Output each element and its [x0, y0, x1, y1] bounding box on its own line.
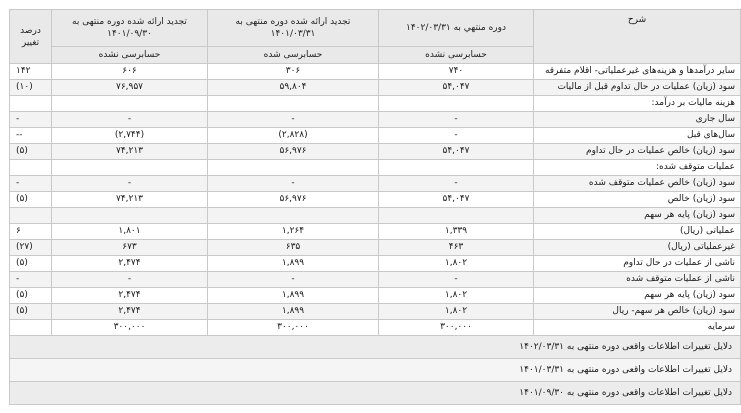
row-value-1401-09-30 — [52, 208, 208, 224]
change-reasons-row — [10, 382, 741, 405]
row-label: ناشی از عملیات متوقف شده — [534, 272, 741, 288]
change-reasons-label: دلایل تغییرات اطلاعات واقعی دوره منتهی به ۱۴۰۱/۰۹/۳۰ — [10, 382, 741, 405]
row-value-1401-09-30: (۲,۷۴۴) — [52, 128, 208, 144]
row-value-1402-03-31: - — [379, 128, 534, 144]
header-period-1401-03-31: تجدید ارائه شده دوره منتهی به ۱۴۰۱/۰۳/۳۱ — [208, 10, 379, 47]
row-label: ناشی از عملیات در حال تداوم — [534, 256, 741, 272]
table-row — [10, 272, 741, 288]
table-row — [10, 80, 741, 96]
row-value-1401-09-30: ۱,۸۰۱ — [52, 224, 208, 240]
row-value-1402-03-31: - — [379, 272, 534, 288]
row-change-percent: (۱۰) — [10, 80, 52, 96]
header-audit-status-1: حسابرسی نشده — [379, 47, 534, 64]
change-reasons-label: دلایل تغییرات اطلاعات واقعی دوره منتهی به ۱۴۰۱/۰۳/۳۱ — [10, 359, 741, 382]
table-row — [10, 112, 741, 128]
row-change-percent: - — [10, 176, 52, 192]
row-label: سود (زیان) خالص — [534, 192, 741, 208]
row-label: غیرعملیاتی (ریال) — [534, 240, 741, 256]
table-row — [10, 208, 741, 224]
row-label: سال جاری — [534, 112, 741, 128]
row-change-percent: (۵) — [10, 144, 52, 160]
row-value-1401-03-31: ۳۰۰,۰۰۰ — [208, 320, 379, 336]
row-label: سال‌های قبل — [534, 128, 741, 144]
row-value-1401-03-31 — [208, 208, 379, 224]
header-change-percent: درصد تغییر — [10, 10, 52, 64]
row-change-percent: -- — [10, 128, 52, 144]
row-change-percent: ۱۴۲ — [10, 64, 52, 80]
row-value-1401-09-30 — [52, 96, 208, 112]
row-change-percent: (۵) — [10, 192, 52, 208]
row-value-1401-09-30: ۶۰۶ — [52, 64, 208, 80]
row-value-1402-03-31: ۵۴,۰۴۷ — [379, 192, 534, 208]
header-period-1402-03-31: دوره منتهي به ۱۴۰۲/۰۳/۳۱ — [379, 10, 534, 47]
table-row — [10, 96, 741, 112]
row-value-1402-03-31: ۳۰۰,۰۰۰ — [379, 320, 534, 336]
row-value-1401-03-31: - — [208, 112, 379, 128]
row-value-1401-03-31 — [208, 96, 379, 112]
row-label: هزینه مالیات بر درآمد: — [534, 96, 741, 112]
row-label: عملیات متوقف شده: — [534, 160, 741, 176]
row-value-1401-09-30: - — [52, 272, 208, 288]
header-audit-status-3: حسابرسی نشده — [52, 47, 208, 64]
row-value-1401-03-31: ۵۶,۹۷۶ — [208, 144, 379, 160]
row-value-1402-03-31 — [379, 208, 534, 224]
row-label: سود (زیان) خالص هر سهم- ریال — [534, 304, 741, 320]
row-value-1402-03-31: ۵۴,۰۴۷ — [379, 144, 534, 160]
table-row — [10, 192, 741, 208]
row-change-percent: (۵) — [10, 304, 52, 320]
row-label: عملیاتی (ریال) — [534, 224, 741, 240]
income-statement-table — [9, 9, 741, 405]
table-row — [10, 240, 741, 256]
table-row — [10, 160, 741, 176]
table-row — [10, 128, 741, 144]
row-change-percent: - — [10, 272, 52, 288]
row-value-1402-03-31: ۱,۸۰۲ — [379, 304, 534, 320]
table-row — [10, 288, 741, 304]
row-value-1401-09-30: ۲,۴۷۴ — [52, 256, 208, 272]
header-period-1401-09-30: تجدید ارائه شده دوره منتهی به ۱۴۰۱/۰۹/۳۰ — [52, 10, 208, 47]
row-value-1401-03-31: - — [208, 272, 379, 288]
table-row — [10, 176, 741, 192]
row-value-1401-03-31: ۳۰۶ — [208, 64, 379, 80]
row-label: سود (زیان) عملیات در حال تداوم قبل از مالیات — [534, 80, 741, 96]
row-label: سود (زیان) پایه هر سهم — [534, 208, 741, 224]
row-value-1401-09-30: ۷۴,۲۱۳ — [52, 144, 208, 160]
change-reasons-row — [10, 359, 741, 382]
financial-report-panel — [9, 9, 735, 405]
row-change-percent — [10, 320, 52, 336]
row-value-1401-09-30: - — [52, 176, 208, 192]
row-value-1401-03-31: ۵۹,۸۰۴ — [208, 80, 379, 96]
row-change-percent: (۵) — [10, 256, 52, 272]
row-label: سود (زیان) خالص عملیات در حال تداوم — [534, 144, 741, 160]
row-value-1401-03-31: ۱,۸۹۹ — [208, 256, 379, 272]
row-value-1401-03-31: ۶۳۵ — [208, 240, 379, 256]
row-value-1401-03-31: ۱,۸۹۹ — [208, 304, 379, 320]
row-value-1402-03-31: ۱,۳۳۹ — [379, 224, 534, 240]
row-value-1402-03-31 — [379, 96, 534, 112]
row-change-percent — [10, 96, 52, 112]
row-value-1402-03-31: ۱,۸۰۲ — [379, 256, 534, 272]
table-row — [10, 304, 741, 320]
row-value-1401-03-31: (۲,۸۲۸) — [208, 128, 379, 144]
row-change-percent — [10, 208, 52, 224]
row-change-percent: (۵) — [10, 288, 52, 304]
row-value-1401-09-30: ۶۷۳ — [52, 240, 208, 256]
row-value-1401-03-31: ۱,۸۹۹ — [208, 288, 379, 304]
row-change-percent: (۲۷) — [10, 240, 52, 256]
row-value-1401-03-31: - — [208, 176, 379, 192]
row-value-1401-09-30: ۳۰۰,۰۰۰ — [52, 320, 208, 336]
row-value-1401-09-30: - — [52, 112, 208, 128]
row-change-percent — [10, 160, 52, 176]
row-value-1402-03-31: ۴۶۳ — [379, 240, 534, 256]
row-value-1402-03-31: - — [379, 112, 534, 128]
change-reasons-label: دلایل تغییرات اطلاعات واقعی دوره منتهی به ۱۴۰۲/۰۳/۳۱ — [10, 336, 741, 359]
row-label: سود (زیان) خالص عملیات متوقف شده — [534, 176, 741, 192]
table-row — [10, 224, 741, 240]
row-value-1401-09-30: ۷۶,۹۵۷ — [52, 80, 208, 96]
row-change-percent: - — [10, 112, 52, 128]
row-value-1402-03-31: ۷۴۰ — [379, 64, 534, 80]
row-value-1401-09-30: ۲,۴۷۴ — [52, 304, 208, 320]
row-value-1401-09-30: ۷۴,۲۱۳ — [52, 192, 208, 208]
row-value-1402-03-31: ۵۴,۰۴۷ — [379, 80, 534, 96]
row-label: سایر درآمدها و هزینه‌های غیرعملیاتی- اقلام متفرقه — [534, 64, 741, 80]
row-value-1401-09-30: ۲,۴۷۴ — [52, 288, 208, 304]
table-row — [10, 64, 741, 80]
row-value-1401-03-31 — [208, 160, 379, 176]
row-label: سرمایه — [534, 320, 741, 336]
header-description: شرح — [534, 10, 741, 64]
row-label: سود (زیان) پایه هر سهم — [534, 288, 741, 304]
table-row — [10, 256, 741, 272]
row-value-1401-03-31: ۱,۲۶۴ — [208, 224, 379, 240]
table-row — [10, 320, 741, 336]
row-value-1402-03-31 — [379, 160, 534, 176]
change-reasons-row — [10, 336, 741, 359]
header-audit-status-2: حسابرسی شده — [208, 47, 379, 64]
row-value-1401-03-31: ۵۶,۹۷۶ — [208, 192, 379, 208]
row-value-1401-09-30 — [52, 160, 208, 176]
row-value-1402-03-31: ۱,۸۰۲ — [379, 288, 534, 304]
row-change-percent: ۶ — [10, 224, 52, 240]
row-value-1402-03-31: - — [379, 176, 534, 192]
table-row — [10, 144, 741, 160]
